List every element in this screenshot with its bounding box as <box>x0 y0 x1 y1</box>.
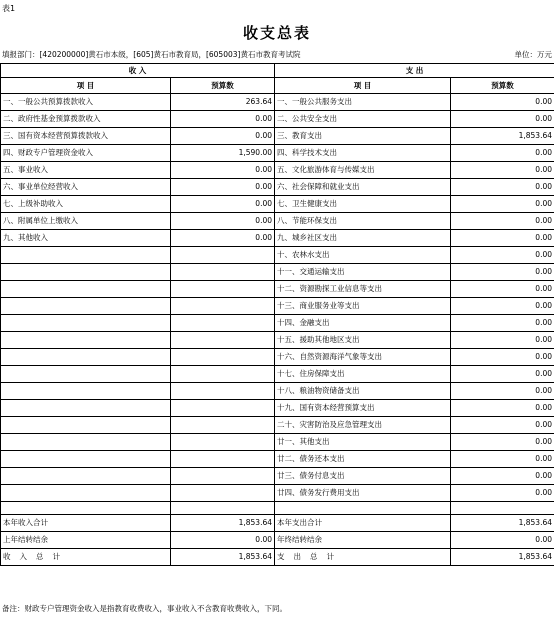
income-budget-header: 预算数 <box>171 78 275 94</box>
table-row <box>1 230 554 247</box>
income-item-cell: 三、国有资本经营预算拨款收入 <box>1 128 171 145</box>
carry-over-income-value: 0.00 <box>171 532 275 549</box>
expense-value-cell: 0.00 <box>451 434 554 451</box>
expense-item-cell: 一、一般公共服务支出 <box>275 94 451 111</box>
carry-over-expense-label: 年终结转结余 <box>275 532 451 549</box>
expense-value-cell: 0.00 <box>451 451 554 468</box>
grand-total-expense-value: 1,853.64 <box>451 549 554 566</box>
expense-value-cell: 0.00 <box>451 485 554 502</box>
income-value-cell: 0.00 <box>171 196 275 213</box>
expense-value-cell: 0.00 <box>451 417 554 434</box>
income-total-income-label: 本年收入合计 <box>1 515 171 532</box>
blank-cell <box>1 502 171 515</box>
income-item-cell <box>1 315 171 332</box>
department-label: 填报部门：[420200000]黄石市本级，[605]黄石市教育局，[605003]黄石市教育考试院 <box>2 50 301 59</box>
income-value-cell <box>171 400 275 417</box>
report-header-line <box>2 49 552 60</box>
expense-item-cell: 廿三、债务付息支出 <box>275 468 451 485</box>
expense-value-cell: 0.00 <box>451 366 554 383</box>
blank-cell <box>171 502 275 515</box>
grand-total-income-value: 1,853.64 <box>171 549 275 566</box>
table-row <box>1 383 554 400</box>
table-row <box>1 349 554 366</box>
income-value-cell <box>171 281 275 298</box>
expense-value-cell: 0.00 <box>451 179 554 196</box>
income-total-income-value: 1,853.64 <box>171 515 275 532</box>
income-value-cell <box>171 247 275 264</box>
expense-item-cell: 十二、资源勘探工业信息等支出 <box>275 281 451 298</box>
income-item-cell <box>1 366 171 383</box>
carry-over-income-label: 上年结转结余 <box>1 532 171 549</box>
income-value-cell <box>171 485 275 502</box>
income-item-cell <box>1 349 171 366</box>
revenue-expenditure-table <box>0 63 554 566</box>
income-value-cell <box>171 332 275 349</box>
table-row <box>1 298 554 315</box>
income-value-cell: 0.00 <box>171 128 275 145</box>
income-value-cell <box>171 315 275 332</box>
expense-item-cell: 十三、商业服务业等支出 <box>275 298 451 315</box>
table-row <box>1 145 554 162</box>
blank-cell <box>451 502 554 515</box>
income-item-cell <box>1 485 171 502</box>
blank-row <box>1 502 554 515</box>
table-row <box>1 468 554 485</box>
expense-item-cell: 十八、粮油物资储备支出 <box>275 383 451 400</box>
page-title: 收支总表 <box>242 24 311 42</box>
grand-total-expense-label: 支出总计 <box>275 549 451 566</box>
expense-item-cell: 四、科学技术支出 <box>275 145 451 162</box>
income-item-cell <box>1 298 171 315</box>
expense-value-cell: 0.00 <box>451 213 554 230</box>
expense-item-cell: 三、教育支出 <box>275 128 451 145</box>
column-header-row <box>1 78 554 94</box>
expense-value-cell: 0.00 <box>451 281 554 298</box>
table-row <box>1 281 554 298</box>
income-item-cell <box>1 281 171 298</box>
expense-item-cell: 六、社会保障和就业支出 <box>275 179 451 196</box>
income-item-cell: 五、事业收入 <box>1 162 171 179</box>
expense-budget-header: 预算数 <box>451 78 554 94</box>
grand-total-income-label: 收入总计 <box>1 549 171 566</box>
table-row <box>1 485 554 502</box>
income-item-cell <box>1 247 171 264</box>
expense-value-cell: 0.00 <box>451 162 554 179</box>
income-value-cell <box>171 417 275 434</box>
expense-value-cell: 0.00 <box>451 247 554 264</box>
expense-item-cell: 七、卫生健康支出 <box>275 196 451 213</box>
expense-value-cell: 0.00 <box>451 400 554 417</box>
income-section-header: 收 入 <box>1 64 275 78</box>
table-row <box>1 162 554 179</box>
expense-item-cell: 廿一、其他支出 <box>275 434 451 451</box>
expense-item-cell: 十一、交通运输支出 <box>275 264 451 281</box>
income-value-cell: 0.00 <box>171 162 275 179</box>
unit-label: 单位：万元 <box>514 50 552 59</box>
expense-item-header: 项 目 <box>275 78 451 94</box>
income-item-cell <box>1 468 171 485</box>
table-row <box>1 434 554 451</box>
table-row <box>1 196 554 213</box>
expense-item-cell: 廿二、债务还本支出 <box>275 451 451 468</box>
income-value-cell <box>171 434 275 451</box>
expense-value-cell: 0.00 <box>451 332 554 349</box>
income-item-cell <box>1 434 171 451</box>
income-item-cell: 二、政府性基金预算拨款收入 <box>1 111 171 128</box>
expense-item-cell: 五、文化旅游体育与传媒支出 <box>275 162 451 179</box>
income-item-cell <box>1 451 171 468</box>
income-total-row <box>1 515 554 532</box>
income-item-cell <box>1 332 171 349</box>
table-row <box>1 417 554 434</box>
table-row <box>1 128 554 145</box>
income-item-cell: 九、其他收入 <box>1 230 171 247</box>
income-item-cell <box>1 264 171 281</box>
expense-item-cell: 十四、金融支出 <box>275 315 451 332</box>
expense-value-cell: 0.00 <box>451 264 554 281</box>
expense-item-cell: 十九、国有资本经营预算支出 <box>275 400 451 417</box>
table-row <box>1 366 554 383</box>
footnote: 备注：财政专户管理资金收入是指教育收费收入，事业收入不含教育收费收入，下同。 <box>2 604 287 613</box>
expense-item-cell: 廿四、债务发行费用支出 <box>275 485 451 502</box>
income-item-cell <box>1 417 171 434</box>
expense-item-cell: 十五、援助其他地区支出 <box>275 332 451 349</box>
table-row <box>1 213 554 230</box>
carry-over-row <box>1 532 554 549</box>
expense-value-cell: 0.00 <box>451 111 554 128</box>
table-row <box>1 94 554 111</box>
income-value-cell <box>171 366 275 383</box>
expense-value-cell: 1,853.64 <box>451 128 554 145</box>
income-total-expense-value: 1,853.64 <box>451 515 554 532</box>
expense-item-cell: 八、节能环保支出 <box>275 213 451 230</box>
income-value-cell <box>171 383 275 400</box>
income-value-cell: 263.64 <box>171 94 275 111</box>
income-value-cell <box>171 264 275 281</box>
income-total-expense-label: 本年支出合计 <box>275 515 451 532</box>
table-row <box>1 264 554 281</box>
expense-item-cell: 九、城乡社区支出 <box>275 230 451 247</box>
expense-value-cell: 0.00 <box>451 145 554 162</box>
expense-value-cell: 0.00 <box>451 315 554 332</box>
expense-item-cell: 十、农林水支出 <box>275 247 451 264</box>
income-value-cell: 1,590.00 <box>171 145 275 162</box>
table-row <box>1 400 554 417</box>
income-item-cell: 一、一般公共预算拨款收入 <box>1 94 171 111</box>
income-value-cell <box>171 451 275 468</box>
income-value-cell <box>171 298 275 315</box>
table-body <box>1 64 554 566</box>
table-row <box>1 451 554 468</box>
income-value-cell: 0.00 <box>171 213 275 230</box>
income-value-cell: 0.00 <box>171 179 275 196</box>
sheet-label: 表1 <box>2 4 16 13</box>
table-row <box>1 111 554 128</box>
income-item-cell: 八、附属单位上缴收入 <box>1 213 171 230</box>
expense-value-cell: 0.00 <box>451 298 554 315</box>
income-item-cell <box>1 383 171 400</box>
income-item-header: 项 目 <box>1 78 171 94</box>
section-header-row <box>1 64 554 78</box>
income-item-cell: 四、财政专户管理资金收入 <box>1 145 171 162</box>
income-value-cell <box>171 468 275 485</box>
income-item-cell: 七、上级补助收入 <box>1 196 171 213</box>
expense-section-header: 支 出 <box>275 64 554 78</box>
grand-total-row <box>1 549 554 566</box>
table-row <box>1 247 554 264</box>
blank-cell <box>275 502 451 515</box>
expense-item-cell: 十七、住房保障支出 <box>275 366 451 383</box>
expense-value-cell: 0.00 <box>451 383 554 400</box>
expense-value-cell: 0.00 <box>451 230 554 247</box>
expense-value-cell: 0.00 <box>451 196 554 213</box>
expense-value-cell: 0.00 <box>451 349 554 366</box>
expense-item-cell: 二、公共安全支出 <box>275 111 451 128</box>
income-value-cell: 0.00 <box>171 230 275 247</box>
expense-value-cell: 0.00 <box>451 468 554 485</box>
carry-over-expense-value: 0.00 <box>451 532 554 549</box>
income-item-cell <box>1 400 171 417</box>
table-row <box>1 179 554 196</box>
income-value-cell: 0.00 <box>171 111 275 128</box>
table-row <box>1 332 554 349</box>
expense-item-cell: 二十、灾害防治及应急管理支出 <box>275 417 451 434</box>
income-item-cell: 六、事业单位经营收入 <box>1 179 171 196</box>
table-row <box>1 315 554 332</box>
income-value-cell <box>171 349 275 366</box>
expense-value-cell: 0.00 <box>451 94 554 111</box>
expense-item-cell: 十六、自然资源海洋气象等支出 <box>275 349 451 366</box>
